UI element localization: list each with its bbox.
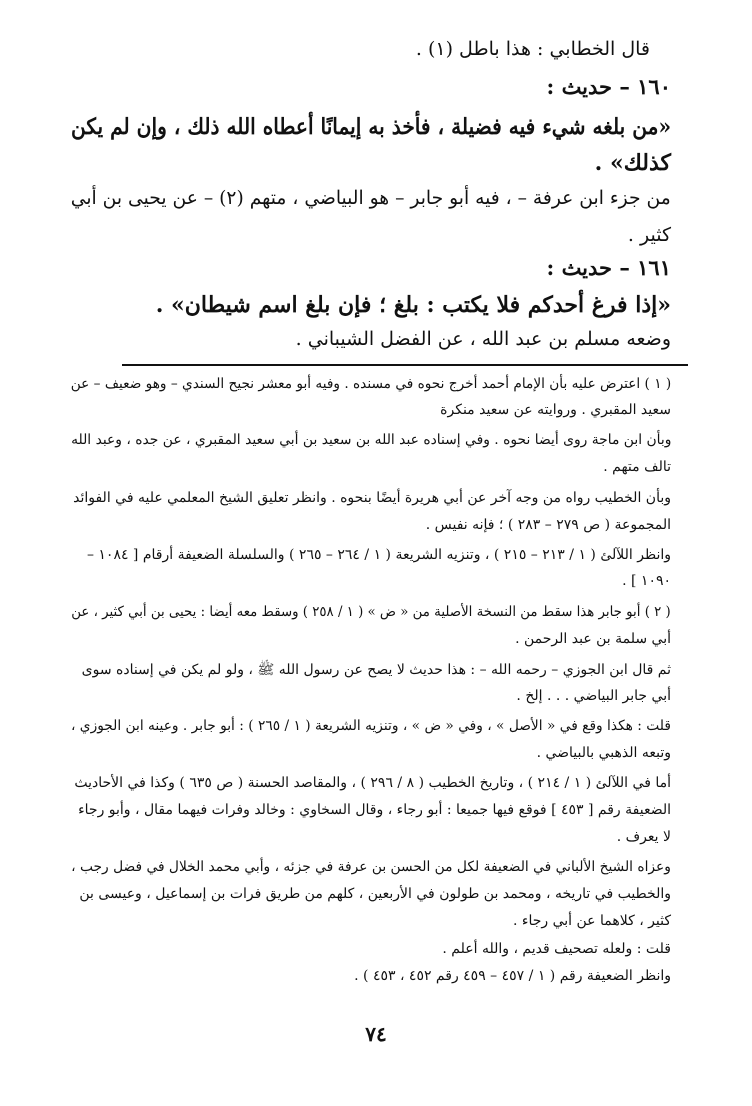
footnote-1-line: ( ١ ) اعترض عليه بأن الإمام أحمد أخرج نحوه في مسنده . وفيه أبو معشر نجيح السندي – وهو ضعيف – عن bbox=[70, 376, 671, 392]
footnote-1-line: وبأن ابن ماجة روى أيضا نحوه . وفي إسناده عبد الله بن سعيد بن أبي سعيد المقبري ، عن جده ، وعبد الله bbox=[70, 432, 671, 448]
footnote-1-line: سعيد المقبري . وروايته عن سعيد منكرة bbox=[440, 402, 671, 418]
page-number: ٧٤ bbox=[365, 1022, 387, 1046]
footnote-2-line: أبي جابر البياضي . . . إلخ . bbox=[516, 688, 671, 704]
footnote-2-line: أبي سلمة بن عبد الرحمن . bbox=[515, 631, 671, 647]
hadith-161-heading: ١٦١ – حديث : bbox=[546, 255, 671, 280]
footnote-1-line: وبأن الخطيب رواه من وجه آخر عن أبي هريرة أيضًا بنحوه . وانظر تعليق الشيخ المعلمي عليه في الفوائد bbox=[73, 490, 671, 506]
hadith-161-text: «إذا فرغ أحدكم فلا يكتب : بلغ ؛ فإن بلغ اسم شيطان» . bbox=[155, 292, 671, 318]
footnote-2-line: ثم قال ابن الجوزي – رحمه الله – : هذا حديث لا يصح عن رسول الله ﷺ ، ولو لم يكن في إسناده سوى bbox=[81, 662, 671, 678]
footnote-1-line: المجموعة ( ص ٢٧٩ – ٢٨٣ ) ؛ فإنه نفيس . bbox=[425, 517, 671, 533]
footnote-2-line: والخطيب في تاريخه ، ومحمد بن طولون في الأربعين ، كلهم من طريق فرات بن إسماعيل ، وعيسى بن bbox=[79, 886, 671, 902]
footnote-2-line: كثير ، كلاهما عن أبي رجاء . bbox=[513, 913, 671, 929]
hadith-160-text-line-2: كذلك» . bbox=[594, 150, 671, 176]
footnote-2-line: قلت : هكذا وقع في « الأصل » ، وفي « ض » ، وتنزيه الشريعة ( ١ / ٢٦٥ ) : أبو جابر . وعينه ابن الجوزي ، bbox=[71, 718, 671, 734]
hadith-161-source: وضعه مسلم بن عبد الله ، عن الفضل الشيباني . bbox=[295, 328, 671, 350]
footnote-2-line: لا يعرف . bbox=[616, 829, 671, 845]
hadith-160-heading: ١٦٠ – حديث : bbox=[546, 74, 671, 99]
khattabi-verdict-line: قال الخطابي : هذا باطل (١) . bbox=[415, 38, 650, 60]
footnote-1-line: ١٠٩٠ ] . bbox=[622, 573, 671, 589]
footnote-2-line: أما في اللآلئ ( ١ / ٢١٤ ) ، وتاريخ الخطيب ( ٨ / ٢٩٦ ) ، والمقاصد الحسنة ( ص ٦٣٥ ) وكذا في الأحاديث bbox=[74, 775, 671, 791]
footnote-1-line: تالف متهم . bbox=[603, 459, 671, 475]
footnote-2-line: قلت : ولعله تصحيف قديم ، والله أعلم . bbox=[442, 941, 671, 957]
hadith-160-text-line-1: «من بلغه شيء فيه فضيلة ، فأخذ به إيمانًا أعطاه الله ذلك ، وإن لم يكن bbox=[70, 114, 671, 140]
footnote-2-line: وعزاه الشيخ الألباني في الضعيفة لكل من الحسن بن عرفة في جزئه ، وأبي محمد الخلال في فضل رجب ، bbox=[71, 859, 671, 875]
hadith-160-source-line-1: من جزء ابن عرفة – ، فيه أبو جابر – هو البياضي ، متهم (٢) – عن يحيى بن أبي bbox=[71, 187, 672, 209]
footnote-separator bbox=[122, 364, 688, 366]
footnote-2-line: ( ٢ ) أبو جابر هذا سقط من النسخة الأصلية من « ض » ( ١ / ٢٥٨ ) وسقط معه أيضا : يحيى بن أبي كثير ، عن bbox=[71, 604, 671, 620]
footnote-2-line: وتبعه الذهبي بالبياضي . bbox=[536, 745, 671, 761]
footnote-2-line: وانظر الضعيفة رقم ( ١ / ٤٥٧ – ٤٥٩ رقم ٤٥٢ ، ٤٥٣ ) . bbox=[354, 968, 671, 984]
footnote-1-line: وانظر اللآلئ ( ١ / ٢١٣ – ٢١٥ ) ، وتنزيه الشريعة ( ١ / ٢٦٤ – ٢٦٥ ) والسلسلة الضعيفة أرقام [ ١٠٨٤ – bbox=[86, 547, 671, 563]
footnote-2-line: الضعيفة رقم [ ٤٥٣ ] فوقع فيها جميعا : أبو رجاء ، وقال السخاوي : وخالد وفرات فيهما مقال ، وأبو رجاء bbox=[78, 802, 671, 818]
hadith-160-source-line-2: كثير . bbox=[627, 224, 671, 246]
